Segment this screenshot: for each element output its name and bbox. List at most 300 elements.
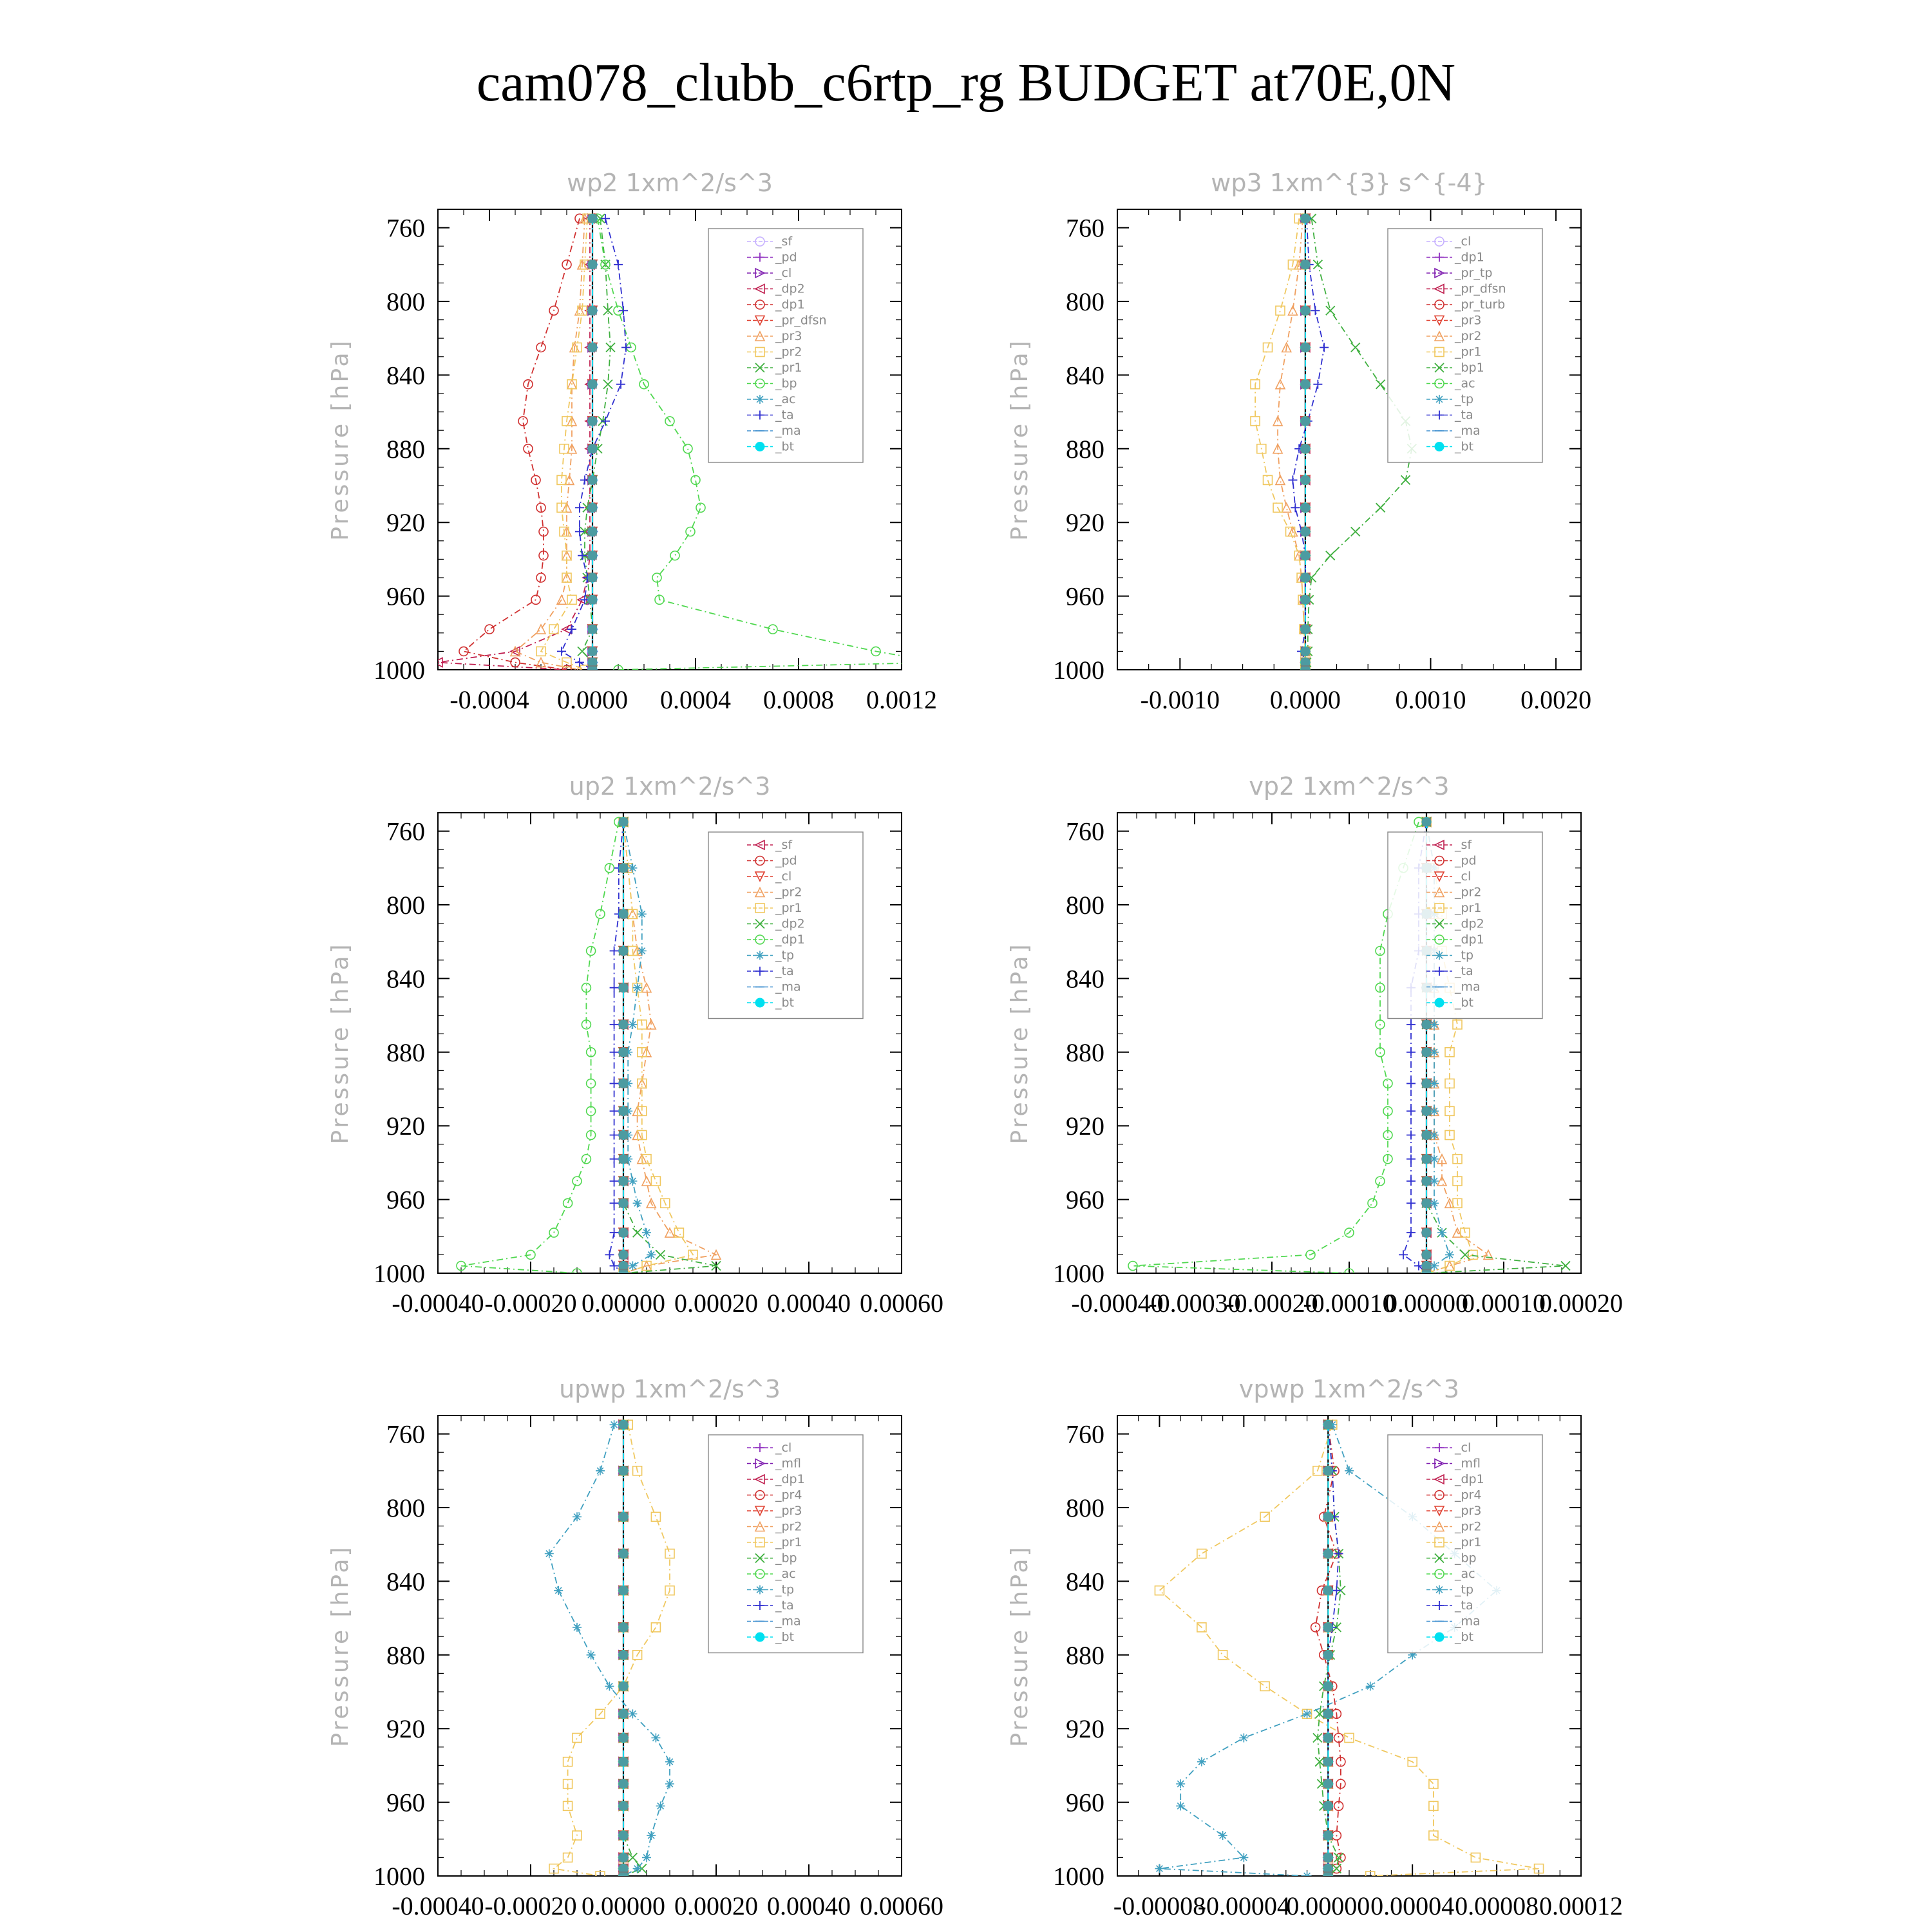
data-point (610, 1228, 619, 1237)
data-point (1376, 380, 1385, 389)
data-point (647, 1250, 656, 1259)
data-point (638, 909, 647, 918)
legend-label: _pr1 (1455, 901, 1482, 915)
stacked-marker (619, 1198, 628, 1208)
stacked-marker (1422, 1155, 1431, 1164)
legend-label: _cl (1455, 869, 1472, 884)
y-tick-label: 760 (1066, 1419, 1104, 1449)
stacked-marker (588, 214, 597, 223)
legend-label: _pr1 (1455, 1535, 1482, 1549)
data-point (610, 1048, 619, 1057)
legend-label: _bt (775, 1630, 795, 1644)
legend-label: _pr2 (1455, 1519, 1482, 1534)
y-axis-label: Pressure [hPa] (327, 1544, 354, 1747)
legend-label: _ma (1455, 1614, 1481, 1629)
stacked-marker (619, 1779, 628, 1788)
stacked-marker (1323, 1709, 1332, 1718)
stacked-marker (1422, 1079, 1431, 1088)
stacked-marker (1422, 1250, 1431, 1259)
panel-4 (1007, 772, 1623, 1318)
data-point (628, 1177, 637, 1186)
y-tick-label: 800 (386, 287, 425, 316)
legend-label: _ma (775, 980, 801, 994)
stacked-marker (619, 1250, 628, 1259)
legend-label: _dp1 (1455, 250, 1484, 265)
stacked-marker (1301, 665, 1310, 674)
legend-label: _ac (1455, 376, 1475, 391)
y-tick-label: 800 (386, 1493, 425, 1522)
stacked-marker (1301, 647, 1310, 656)
data-point (1406, 1155, 1416, 1164)
y-tick-label: 880 (386, 434, 425, 464)
data-point (1453, 1020, 1462, 1029)
data-point (1345, 1466, 1354, 1475)
stacked-marker (1422, 1269, 1431, 1278)
legend-label: _bt (775, 996, 795, 1010)
y-tick-label: 760 (386, 817, 425, 846)
legend-label: _sf (775, 234, 793, 249)
stacked-marker (1301, 417, 1310, 426)
legend-label: _tp (775, 1582, 795, 1597)
data-point (1406, 1020, 1416, 1029)
legend-label: _cl (775, 869, 792, 884)
y-tick-label: 920 (386, 1714, 425, 1744)
data-point (665, 1779, 674, 1788)
data-point (1401, 475, 1410, 484)
x-tick-label: 0.00040 (767, 1289, 851, 1318)
legend-label: _cl (775, 1441, 792, 1455)
data-point (610, 1198, 619, 1208)
legend-label: _pr_turb (1455, 298, 1506, 312)
x-tick-label: -0.00020 (484, 1891, 577, 1920)
data-point (524, 444, 533, 453)
data-point (601, 214, 610, 223)
x-tick-label: -0.00040 (1071, 1289, 1164, 1318)
y-tick-label: 960 (1066, 582, 1104, 611)
legend-label: _bp1 (1455, 361, 1484, 375)
data-point (610, 1079, 619, 1088)
y-tick-label: 880 (386, 1037, 425, 1067)
legend-label: _dp1 (775, 298, 805, 312)
data-point (1366, 1681, 1375, 1690)
x-tick-label: -0.0010 (1140, 685, 1220, 714)
data-point (614, 260, 623, 269)
stacked-marker (1422, 817, 1431, 826)
y-axis-label: Pressure [hPa] (327, 942, 354, 1144)
x-tick-label: -0.00010 (1303, 1289, 1396, 1318)
stacked-marker (619, 1466, 628, 1475)
stacked-marker (619, 1831, 628, 1840)
legend-label: _tp (1455, 948, 1474, 963)
legend-marker (755, 395, 764, 404)
y-tick-label: 960 (386, 1788, 425, 1817)
stacked-marker (1301, 214, 1310, 223)
data-point (573, 1623, 582, 1632)
y-tick-label: 800 (1066, 287, 1104, 316)
legend-label: _bp (775, 1551, 797, 1566)
data-point (1197, 1757, 1206, 1766)
legend-label: _cl (775, 266, 792, 280)
legend-label: _ac (1455, 1567, 1475, 1581)
stacked-marker (1422, 1020, 1431, 1029)
legend-label: _dp1 (775, 933, 805, 947)
legend-label: _pr_dfsn (1455, 281, 1506, 296)
data-point (1351, 527, 1360, 536)
stacked-marker (588, 260, 597, 269)
y-tick-label: 880 (1066, 1640, 1104, 1670)
data-point (610, 1155, 619, 1164)
stacked-marker (1323, 1871, 1332, 1880)
legend-label: _pr_dfsn (775, 313, 827, 328)
x-tick-label: 0.00020 (1539, 1289, 1623, 1318)
x-tick-label: 0.0004 (660, 685, 731, 714)
data-point (610, 1020, 619, 1029)
data-point (601, 417, 610, 426)
stacked-marker (1301, 380, 1310, 389)
data-point (1276, 306, 1285, 315)
stacked-marker (1301, 306, 1310, 315)
stacked-marker (619, 909, 628, 918)
stacked-marker (588, 551, 597, 560)
x-tick-label: -0.00030 (1148, 1289, 1241, 1318)
legend-marker (1435, 1633, 1444, 1642)
legend-label: _pr2 (775, 1519, 802, 1534)
data-point (536, 625, 545, 634)
legend-marker (755, 951, 764, 960)
y-tick-label: 880 (386, 1640, 425, 1670)
y-tick-label: 840 (1066, 1567, 1104, 1596)
legend-label: _pd (1455, 853, 1477, 868)
data-point (1313, 380, 1322, 389)
stacked-marker (588, 380, 597, 389)
data-point (1239, 1734, 1248, 1743)
y-tick-label: 800 (386, 891, 425, 920)
legend-label: _bp (1455, 1551, 1477, 1566)
data-point (628, 1709, 637, 1718)
x-tick-label: 0.0012 (866, 685, 937, 714)
stacked-marker (588, 625, 597, 634)
series-line (515, 218, 585, 670)
legend-label: _pd (775, 853, 797, 868)
data-point (1311, 306, 1320, 315)
legend-label: _mfl (1455, 1456, 1481, 1471)
legend-label: _pr2 (775, 345, 802, 359)
data-point (459, 647, 468, 656)
stacked-marker (1422, 1177, 1431, 1186)
data-point (575, 503, 584, 512)
legend-label: _dp1 (775, 1472, 805, 1486)
y-tick-label: 760 (1066, 213, 1104, 243)
data-point (587, 1651, 596, 1660)
panel-6 (1007, 1375, 1623, 1920)
stacked-marker (1323, 1420, 1332, 1429)
y-tick-label: 1000 (1053, 1862, 1104, 1891)
data-point (621, 343, 630, 352)
data-point (656, 1801, 665, 1810)
data-point (656, 1250, 665, 1259)
legend-label: _bp (775, 376, 797, 391)
legend-marker (1435, 1586, 1444, 1595)
legend-label: _dp1 (1455, 933, 1484, 947)
y-tick-label: 960 (386, 1185, 425, 1215)
y-tick-label: 880 (1066, 1037, 1104, 1067)
data-point (1406, 1228, 1416, 1237)
y-tick-label: 960 (386, 582, 425, 611)
y-tick-label: 800 (1066, 1493, 1104, 1522)
stacked-marker (1301, 444, 1310, 453)
x-tick-label: 0.0020 (1520, 685, 1592, 714)
legend-label: _dp2 (775, 916, 805, 931)
legend-label: _dp2 (1455, 916, 1484, 931)
stacked-marker (1422, 1106, 1431, 1115)
stacked-marker (619, 1512, 628, 1521)
y-tick-label: 840 (386, 1567, 425, 1596)
data-point (1376, 1177, 1385, 1186)
stacked-marker (588, 665, 597, 674)
x-tick-label: 0.00000 (582, 1289, 665, 1318)
stacked-marker (619, 1079, 628, 1088)
stacked-marker (619, 1228, 628, 1237)
stacked-marker (588, 527, 597, 536)
x-tick-label: 0.00008 (1455, 1891, 1539, 1920)
legend-label: _pd (775, 250, 797, 265)
data-point (628, 864, 637, 873)
data-point (1303, 1709, 1312, 1718)
stacked-marker (1301, 475, 1310, 484)
legend-label: _sf (775, 838, 793, 852)
legend-marker (755, 442, 764, 451)
y-tick-label: 760 (386, 213, 425, 243)
data-point (1320, 343, 1329, 352)
x-tick-label: 0.00020 (674, 1289, 758, 1318)
y-tick-label: 840 (386, 964, 425, 994)
data-point (1288, 475, 1297, 484)
data-point (616, 380, 625, 389)
data-point (665, 1757, 674, 1766)
legend-label: _cl (1455, 234, 1472, 249)
data-point (554, 1586, 563, 1595)
data-point (1445, 1250, 1454, 1259)
data-point (610, 947, 619, 956)
stacked-marker (619, 817, 628, 826)
data-point (651, 1734, 660, 1743)
data-point (670, 551, 679, 560)
y-tick-label: 1000 (374, 1259, 425, 1288)
data-point (633, 1198, 642, 1208)
legend-label: _dp1 (1455, 1472, 1484, 1486)
y-tick-label: 760 (386, 1419, 425, 1449)
data-point (485, 625, 494, 634)
legend-marker (755, 998, 764, 1007)
legend-label: _pr2 (1455, 885, 1482, 900)
data-point (683, 444, 692, 453)
legend-label: _pr3 (775, 329, 802, 343)
x-tick-label: 0.0010 (1395, 685, 1466, 714)
x-tick-label: 0.00010 (1462, 1289, 1546, 1318)
legend-label: _bt (1455, 1630, 1474, 1644)
legend-label: _pr3 (1455, 313, 1482, 328)
stacked-marker (1323, 1734, 1332, 1743)
x-tick-label: 0.00060 (860, 1891, 943, 1920)
series-group (457, 813, 721, 1278)
legend-label: _bt (1455, 996, 1474, 1010)
series-line (623, 822, 693, 1273)
stacked-marker (588, 417, 597, 426)
data-point (1311, 1623, 1320, 1632)
data-point (642, 1853, 651, 1862)
series-line (461, 822, 619, 1273)
y-tick-label: 960 (1066, 1185, 1104, 1215)
x-tick-label: 0.0008 (763, 685, 834, 714)
stacked-marker (619, 947, 628, 956)
stacked-marker (1323, 1466, 1332, 1475)
panel-title: wp2 1xm^2/s^3 (567, 169, 773, 197)
x-tick-label: -0.00040 (392, 1289, 484, 1318)
stacked-marker (1422, 1228, 1431, 1237)
x-tick-label: 0.00040 (767, 1891, 851, 1920)
stacked-marker (619, 1651, 628, 1660)
data-point (605, 1250, 614, 1259)
y-tick-label: 920 (1066, 508, 1104, 538)
stacked-marker (619, 1549, 628, 1558)
stacked-marker (588, 475, 597, 484)
stacked-marker (1422, 1198, 1431, 1208)
legend-label: _tp (1455, 1582, 1474, 1597)
stacked-marker (1323, 1779, 1332, 1788)
legend-label: _tp (1455, 392, 1474, 406)
y-tick-label: 800 (1066, 891, 1104, 920)
stacked-marker (619, 1020, 628, 1029)
data-point (596, 1466, 605, 1475)
stacked-marker (619, 1801, 628, 1810)
stacked-marker (619, 1757, 628, 1766)
stacked-marker (588, 647, 597, 656)
x-tick-label: 0.00060 (860, 1289, 943, 1318)
data-point (1197, 1549, 1206, 1558)
y-axis-label: Pressure [hPa] (1007, 338, 1033, 541)
data-point (1282, 503, 1291, 512)
data-point (603, 380, 612, 389)
legend-label: _pr2 (1455, 329, 1482, 343)
y-axis-label: Pressure [hPa] (327, 338, 354, 541)
stacked-marker (1323, 1586, 1332, 1595)
series-line (549, 1425, 670, 1876)
series-line (554, 1425, 670, 1876)
data-point (1376, 503, 1385, 512)
data-point (1399, 1250, 1408, 1259)
legend-marker (755, 1586, 764, 1595)
stacked-marker (619, 864, 628, 873)
legend-label: _pr1 (775, 361, 802, 375)
data-point (1155, 1864, 1164, 1873)
stacked-marker (1301, 625, 1310, 634)
data-point (1326, 306, 1335, 315)
x-tick-label: -0.00004 (1197, 1891, 1291, 1920)
stacked-marker (619, 1681, 628, 1690)
y-tick-label: 920 (1066, 1112, 1104, 1141)
y-tick-label: 840 (1066, 964, 1104, 994)
stacked-marker (1323, 1651, 1332, 1660)
stacked-marker (619, 1586, 628, 1595)
data-point (1406, 1131, 1416, 1140)
data-point (1345, 1734, 1354, 1743)
stacked-marker (619, 1177, 628, 1186)
stacked-marker (588, 503, 597, 512)
data-point (596, 909, 605, 918)
y-tick-label: 1000 (374, 656, 425, 685)
stacked-marker (1301, 503, 1310, 512)
legend-marker (1435, 395, 1444, 404)
data-point (651, 1177, 660, 1186)
legend-label: _ac (775, 1567, 796, 1581)
data-point (1239, 1853, 1248, 1862)
panel-1 (327, 169, 945, 714)
data-point (1406, 1048, 1416, 1057)
x-tick-label: 0.00012 (1539, 1891, 1623, 1920)
data-point (1218, 1651, 1227, 1660)
x-tick-label: 0.0000 (1269, 685, 1341, 714)
data-point (578, 647, 587, 656)
legend-label: _ma (1455, 980, 1481, 994)
stacked-marker (588, 595, 597, 604)
data-point (1368, 1198, 1377, 1208)
stacked-marker (619, 1853, 628, 1862)
stacked-marker (588, 343, 597, 352)
data-point (610, 1131, 619, 1140)
legend-label: _pr1 (1455, 345, 1482, 359)
legend-label: _ac (775, 392, 796, 406)
y-tick-label: 840 (1066, 361, 1104, 390)
stacked-marker (619, 1155, 628, 1164)
legend-label: _ma (1455, 424, 1481, 438)
legend-label: _ta (775, 964, 794, 978)
legend-label: _pr3 (1455, 1504, 1482, 1518)
legend-label: _pr_tp (1455, 266, 1493, 280)
stacked-marker (1323, 1853, 1332, 1862)
y-tick-label: 920 (386, 508, 425, 538)
x-tick-label: 0.00020 (674, 1891, 758, 1920)
legend-marker (1435, 442, 1444, 451)
y-axis-label: Pressure [hPa] (1007, 1544, 1033, 1747)
data-point (545, 1549, 554, 1558)
data-point (642, 1228, 651, 1237)
legend-label: _dp2 (775, 281, 805, 296)
data-point (610, 983, 619, 992)
legend-label: _cl (1455, 1441, 1472, 1455)
data-point (1303, 1871, 1312, 1880)
legend-label: _pr3 (775, 1504, 802, 1518)
y-tick-label: 960 (1066, 1788, 1104, 1817)
panel-5 (327, 1375, 943, 1920)
y-tick-label: 1000 (1053, 1259, 1104, 1288)
data-point (1406, 1177, 1416, 1186)
stacked-marker (588, 444, 597, 453)
stacked-marker (1323, 1512, 1332, 1521)
data-point (610, 1106, 619, 1115)
data-point (536, 343, 545, 352)
stacked-marker (619, 1106, 628, 1115)
stacked-marker (619, 1734, 628, 1743)
data-point (564, 1198, 573, 1208)
stacked-marker (1323, 1623, 1332, 1632)
x-tick-label: 0.00000 (1385, 1289, 1468, 1318)
data-point (691, 475, 700, 484)
stacked-marker (619, 1709, 628, 1718)
legend-label: _ma (775, 424, 801, 438)
stacked-marker (619, 1420, 628, 1429)
stacked-marker (1301, 573, 1310, 582)
stacked-marker (1422, 1048, 1431, 1057)
